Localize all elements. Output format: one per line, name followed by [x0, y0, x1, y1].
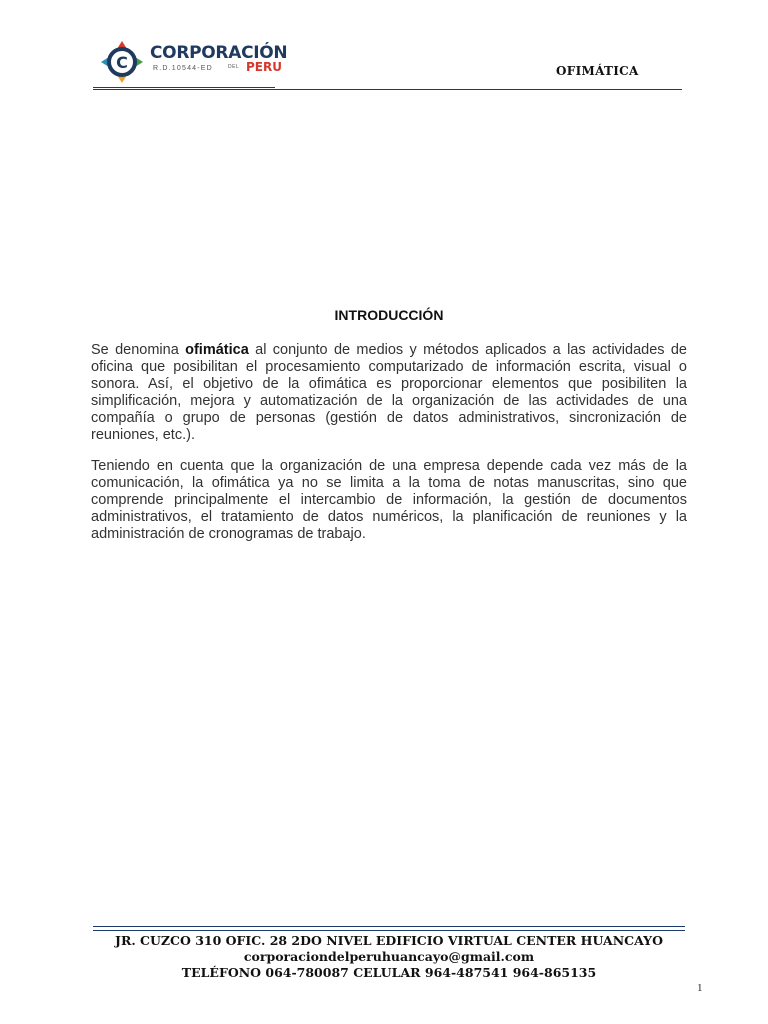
intro-paragraph-1 — [91, 342, 687, 444]
brand-name: CORPORACIÓN — [150, 43, 288, 63]
company-logo — [100, 38, 300, 86]
header-divider — [93, 89, 682, 90]
paragraph-1-suffix: al conjunto de medios y métodos aplicados a las actividades de oficina que posibilitan el procesamiento computarizado de información escrita, visual o sonora. Así, el objetivo de la ofimática es proporcionar elementos que posibiliten la simplificación, mejora y automatización de la organización de las actividades de una compañía o grupo de personas (gestión de datos administrativos, sincronización de reuniones, etc.). — [91, 342, 687, 443]
brand-sub-small: DEL — [228, 64, 240, 70]
brand-sub-big: PERU — [246, 60, 282, 74]
footer-divider-top — [93, 926, 685, 927]
page-number: 1 — [697, 982, 703, 994]
svg-text:C: C — [116, 53, 128, 72]
footer-address: JR. CUZCO 310 OFIC. 28 2DO NIVEL EDIFICIO VIRTUAL CENTER HUANCAYO — [115, 933, 663, 948]
brand-registration: R.D.10544-ED — [153, 65, 213, 72]
corporacion-logo-icon — [100, 40, 144, 84]
paragraph-1-bold-term: ofimática — [185, 342, 249, 358]
footer-divider-bottom — [93, 930, 685, 931]
section-heading: INTRODUCCIÓN — [334, 307, 444, 323]
footer-phones: TELÉFONO 064-780087 CELULAR 964-487541 964-865135 — [181, 965, 597, 980]
intro-paragraph-2: Teniendo en cuenta que la organización de una empresa depende cada vez más de la comunicación, la ofimática ya no se limita a la toma de notas manuscritas, sino que comprende principalmente el intercambio de información, la gestión de documentos administrativos, el tratamiento de datos numéricos, la planificación de reuniones y la administración de cronogramas de trabajo. — [91, 458, 687, 542]
header-title: OFIMÁTICA — [556, 64, 639, 78]
footer-email: corporaciondelperuhuancayo@gmail.com — [243, 949, 535, 964]
paragraph-1-prefix: Se denomina — [91, 342, 186, 358]
footer-contact — [93, 933, 685, 981]
header-rule-accent — [93, 87, 275, 88]
